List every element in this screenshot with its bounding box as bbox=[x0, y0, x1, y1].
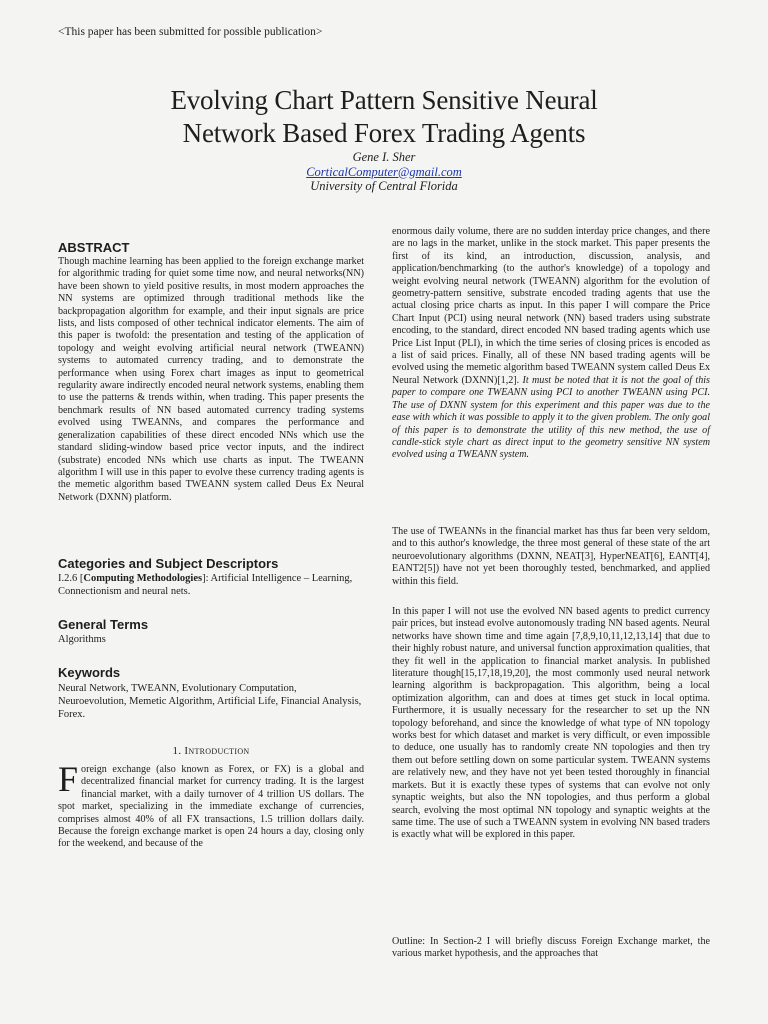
categories-bold: Computing Methodologies bbox=[83, 573, 203, 584]
introduction-paragraph bbox=[58, 759, 364, 851]
author-block bbox=[60, 150, 708, 194]
drop-cap: F bbox=[58, 759, 79, 799]
general-terms-heading: General Terms bbox=[58, 617, 149, 632]
right-paragraph-2 bbox=[392, 526, 710, 588]
title-line-2: Network Based Forex Trading Agents bbox=[182, 118, 586, 148]
author-name: Gene I. Sher bbox=[352, 150, 416, 164]
paper-title bbox=[60, 84, 708, 150]
abstract-paragraph: Though machine learning has been applied to the foreign exchange market for algorithmic trading for quiet some time now, and neural networks(NN) have been shown to yield positive results, in most modern approaches the NN systems are optimized through traditional methods like the backpropagation algorithm for example, and their input signals are price lists, and lists composed of other technical indicator elements. The aim of this paper is twofold: the presentation and testing of the application of topology and weight evolving artificial neural network (TWEANN) systems to automated currency trading, and to demonstrate the performance when using Forex chart images as input to geometrical regularity aware indirectly encoded neural network systems, enabling them to use the patterns & trends within, when trading. This paper presents the benchmark results of NN based automated currency trading systems evolved using TWEANNs, and compares the performance and generalization capabilities of these direct encoded NNs which use the standard sliding-window based price vector inputs, and the indirect (substrate) encoded NNs which use charts as input. The TWEANN algorithm I will use in this paper to evolve these currency trading agents is the memetic algorithm based TWEANN system called Deus Ex Neural Network (DXNN) platform. bbox=[58, 256, 364, 503]
right-p1 bbox=[392, 226, 710, 462]
title-line-1: Evolving Chart Pattern Sensitive Neural bbox=[170, 85, 598, 115]
introduction-text bbox=[58, 759, 364, 851]
introduction-body: oreign exchange (also known as Forex, or FX) is a global and decentralized financial market for currency trading. It is the largest financial market, with a daily turnover of 4 trillion US dollars. The spot market, specializing in the immediate exchange of currencies, comprises almost 40% of all FX transactions, 1.5 trillion dollars daily. Because the foreign exchange market is open 24 hours a day, closing only for the weekend, and because of the bbox=[58, 764, 364, 850]
right-paragraph-4 bbox=[392, 936, 710, 961]
categories-heading: Categories and Subject Descriptors bbox=[58, 556, 279, 571]
right-p3: In this paper I will not use the evolved NN based agents to predict currency pair prices, but instead evolve autonomously trading NN based agents. Neural networks have shown time and time again [7,8,9,10,11,12,13,14] that due to their highly robust nature, and universal function approximation qualities, that they fit well in the application to financial market analysis. In published literature though[15,17,18,19,20], the most commonly used neural network learning algorithm is backpropagation. This algorithm, being a local optimization algorithm, can and does at times get stuck in local optima. Furthermore, it is usually necessary for the researcher to set up the NN topology beforehand, and since the knowledge of what type of NN topology works best for which dataset and market is very difficult, or even impossible to deduce, one usually has to randomly create NN topologies and then try them out before settling down on some particular system. TWEANN systems are relatively new, and they have not yet been tested thoroughly in financial markets. But it is exactly these types of systems that can evolve not only synaptic weights, but also the NN topologies, and thus perform a global search, evolving the most optimal NN topology and synaptic weights at the same time. The use of such a TWEANN system in evolving NN based traders is exactly what will be explored in this paper. bbox=[392, 606, 710, 841]
right-p4: Outline: In Section-2 I will briefly discuss Foreign Exchange market, the various market hypothesis, and the approaches that bbox=[392, 936, 710, 960]
abstract-heading: ABSTRACT bbox=[58, 240, 130, 255]
keywords-text: Neural Network, TWEANN, Evolutionary Computation, Neuroevolution, Memetic Algorithm, Artificial Life, Financial Analysis, Forex. bbox=[58, 683, 362, 720]
general-terms-text: Algorithms bbox=[58, 634, 106, 645]
author-email-link[interactable]: CorticalComputer@gmail.com bbox=[306, 164, 462, 179]
right-p1-normal: enormous daily volume, there are no sudden interday price changes, and there are no lags in the market, unlike in the stock market. This paper presents the first of its kind, an introduction, discussion, analysis, and application/benchmarking (to the author's knowledge) of a topology and weight evolving neural network (TWEANN) algorithm for the evolution of geometry-pattern sensitive, substrate encoded trading agents that use the actual closing price charts as input. In this paper I will compare the Price Chart Input (PCI) using neural network (NN) based traders using substrate encoding, to the standard, direct encoded NN based trading agents which use Price List Input (PLI), in which the time series of closing prices is encoded as a list of said prices. Finally, all of these NN based trading agents will be evolved using the memetic algorithm based TWEANN system called Deus Ex Neural Network (DXNN)[1,2]. bbox=[392, 226, 710, 386]
categories-prefix: I.2.6 [ bbox=[58, 573, 84, 584]
categories-suffix: ]: Artificial Intelligence – Learning, Connectionism and neural nets. bbox=[58, 573, 353, 597]
abstract-text bbox=[58, 256, 364, 504]
right-p1-italic: It must be noted that it is not the goal of this paper to compare one TWEANN using PCI to another TWEANN using PCI. The use of DXNN system for this experiment and this paper was due to the ease with which it was possible to apply it to the given problem. The only goal of this paper is to demonstrate the utility of this new method, the use of candle-stick style chart as direct input to the geometry sensitive NN system evolved using a TWEANN system. bbox=[392, 374, 710, 461]
introduction-heading: 1. Introduction bbox=[172, 745, 250, 757]
right-paragraph-3 bbox=[392, 606, 710, 842]
submission-notice: <This paper has been submitted for possible publication> bbox=[58, 26, 323, 38]
keywords-heading: Keywords bbox=[58, 665, 121, 680]
categories-text bbox=[58, 572, 364, 598]
right-p2: The use of TWEANNs in the financial market has thus far been very seldom, and to this author's knowledge, the three most general of these state of the art neuroevolutionary algorithms (DXNN, NEAT[3], HyperNEAT[6], EANT[4], EANT2[5]) have not yet been thoroughly tested, benchmarked, and applied within this field. bbox=[392, 526, 710, 587]
author-affiliation: University of Central Florida bbox=[310, 179, 458, 193]
right-paragraph-1 bbox=[392, 226, 710, 462]
